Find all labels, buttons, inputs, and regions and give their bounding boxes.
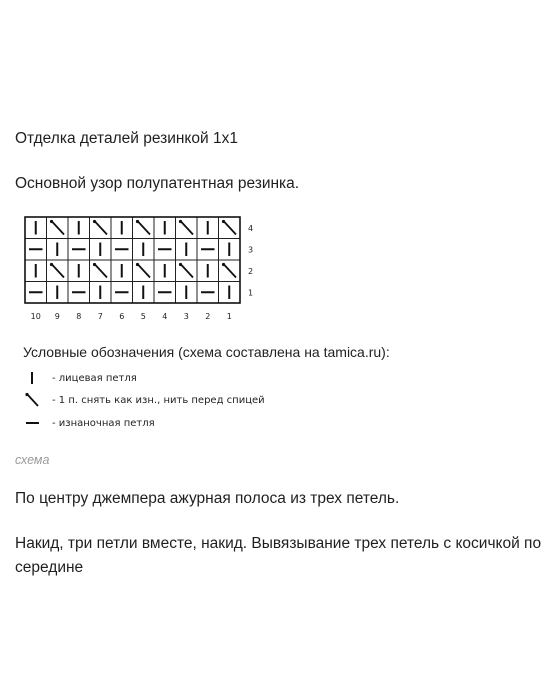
column-number-label: 9	[54, 312, 60, 321]
slip-stitch-dot	[179, 220, 182, 223]
slip-stitch-icon	[20, 391, 44, 409]
legend-title: Условные обозначения (схема составлена на tamica.ru):	[23, 344, 390, 360]
purl-stitch-icon	[20, 414, 44, 432]
section-heading-edging: Отделка деталей резинкой 1х1	[15, 130, 238, 147]
slip-stitch-dot	[222, 220, 225, 223]
row-number-label: 3	[248, 245, 254, 255]
legend-item-slip	[20, 391, 265, 409]
slip-stitch-dot	[93, 220, 96, 223]
knitting-chart-grid	[24, 216, 284, 328]
column-number-label: 5	[140, 312, 146, 321]
slip-stitch-dot	[136, 263, 139, 266]
slip-stitch-dot	[50, 263, 53, 266]
legend-item-purl	[20, 414, 155, 432]
knit-stitch-icon	[20, 369, 44, 387]
slip-stitch-dot	[179, 263, 182, 266]
row-number-label: 2	[248, 266, 254, 276]
legend-text-slip: - 1 п. снять как изн., нить перед спицей	[52, 394, 265, 406]
slip-stitch-dot	[50, 220, 53, 223]
image-caption: схема	[15, 453, 50, 467]
legend-text-knit: - лицевая петля	[52, 372, 137, 384]
column-number-label: 3	[183, 312, 189, 321]
column-number-label: 1	[226, 312, 232, 321]
paragraph-lace-instructions: Накид, три петли вместе, накид. Вывязывание трех петель с косичкой по середине	[15, 535, 542, 576]
column-number-label: 7	[97, 312, 103, 321]
column-number-label: 8	[76, 312, 82, 321]
column-number-label: 6	[119, 312, 125, 321]
section-heading-main-pattern: Основной узор полупатентная резинка.	[15, 175, 300, 192]
row-number-label: 1	[248, 288, 254, 298]
legend-text-purl: - изнаночная петля	[52, 417, 155, 429]
column-number-label: 4	[162, 312, 168, 321]
legend-item-knit	[20, 369, 137, 387]
slip-stitch-dot	[136, 220, 139, 223]
slip-stitch-dot	[222, 263, 225, 266]
column-number-label: 10	[30, 312, 41, 321]
row-number-label: 4	[248, 223, 254, 233]
column-number-label: 2	[205, 312, 211, 321]
slip-stitch-dot	[93, 263, 96, 266]
paragraph-lace-stripe: По центру джемпера ажурная полоса из трех петель.	[15, 490, 400, 507]
knitting-chart	[24, 216, 284, 328]
